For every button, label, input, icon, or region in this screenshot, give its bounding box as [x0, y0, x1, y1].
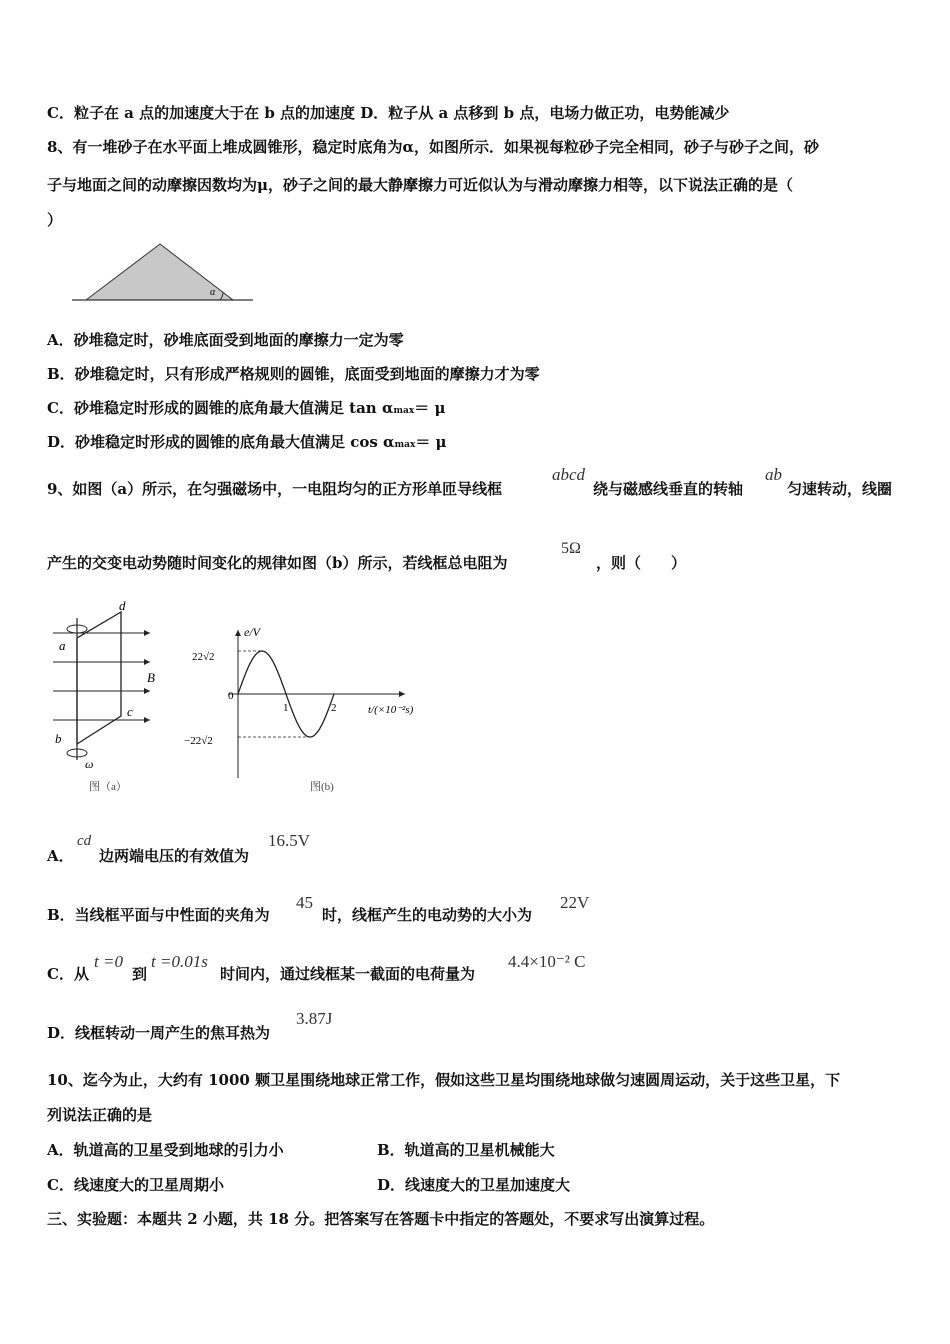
figure-a-caption: 图（a） [89, 781, 127, 793]
figure-b-caption: 图(b) [310, 781, 334, 793]
q9-option-b-angle: 45 [296, 893, 313, 912]
q10-stem-line-2: 列说法正确的是 [47, 1106, 153, 1124]
q9-stem-line-2-b: ，则（ ） [596, 554, 687, 572]
q9-option-c-t0: t =0 [94, 952, 123, 971]
magnetic-field-lines [53, 633, 150, 720]
label-a: a [59, 638, 66, 653]
section-3-heading: 三、实验题：本题共 2 小题，共 18 分。把答案写在答题卡中指定的答题处，不要求写出演算过程。 [47, 1210, 715, 1228]
q9-option-a-value: 16.5V [268, 831, 311, 850]
q8-option-c-text: C．砂堆稳定时形成的圆锥的底角最大值满足 tan α [47, 399, 394, 417]
q8-stem-line-3: ） [47, 211, 63, 229]
q8-stem-line-2: 子与地面之间的动摩擦因数均为μ，砂子之间的最大静摩擦力可近似认为与滑动摩擦力相等，以下说法正确的是（ [47, 176, 793, 194]
q9-stem-line-1-b: 绕与磁感线垂直的转轴 [593, 480, 744, 498]
q9-stem-line-1-c: 匀速转动，线圈 [787, 480, 893, 498]
q10-option-c: C．线速度大的卫星周期小 [47, 1176, 224, 1194]
q9-option-d-text: D．线框转动一周产生的焦耳热为 [47, 1024, 271, 1042]
origin-label: 0 [228, 690, 234, 702]
max-subscript: max [394, 440, 416, 450]
x-tick-1: 1 [283, 702, 289, 714]
q10-option-b: B．轨道高的卫星机械能大 [377, 1141, 555, 1159]
q9-option-c-label: C．从 [47, 965, 89, 983]
q9-option-d-value: 3.87J [296, 1009, 333, 1028]
label-B-field: B [147, 670, 155, 685]
equals-mu: ＝ μ [415, 433, 447, 451]
q9-option-a-text: 边两端电压的有效值为 [99, 847, 250, 865]
q9-option-a-label: A． [47, 847, 74, 865]
q10-option-a: A．轨道高的卫星受到地球的引力小 [47, 1141, 284, 1159]
x-axis-label: t/(×10⁻²s) [368, 704, 414, 716]
q9-stem-line-1-a: 9、如图（a）所示，在匀强磁场中，一电阻均匀的正方形单匝导线框 [47, 480, 503, 498]
resistance-value: 5Ω [561, 540, 581, 557]
q9-option-c-value: 4.4×10⁻² C [508, 952, 586, 971]
figure-b-emf-chart [180, 620, 445, 800]
axis-ab: ab [765, 465, 782, 484]
label-b: b [55, 731, 62, 746]
label-c: c [127, 704, 133, 719]
y-tick-positive: 22√2 [192, 651, 215, 663]
label-d: d [119, 598, 126, 613]
q7-option-c-d: C．粒子在 a 点的加速度大于在 b 点的加速度 D．粒子从 a 点移到 b 点，电场力做正功，电势能减少 [47, 104, 730, 122]
figure-a-rotating-frame [45, 598, 170, 798]
q9-option-c-to: 到 [132, 965, 148, 983]
q8-option-c [47, 398, 445, 421]
q9-option-b-value: 22V [560, 893, 590, 912]
q10-stem-line-1: 10、迄今为止，大约有 1000 颗卫星围绕地球正常工作，假如这些卫星均围绕地球做匀速圆周运动，关于这些卫星，下 [47, 1071, 841, 1089]
equals-mu: ＝ μ [414, 399, 446, 417]
frame-abcd: abcd [552, 465, 586, 484]
q8-option-d-text: D．砂堆稳定时形成的圆锥的底角最大值满足 cos α [47, 433, 395, 451]
label-omega: ω [85, 757, 94, 771]
max-subscript: max [393, 406, 415, 416]
q9-option-b-text-2: 时，线框产生的电动势的大小为 [322, 906, 533, 924]
x-tick-2: 2 [331, 702, 337, 714]
q10-option-d: D．线速度大的卫星加速度大 [377, 1176, 571, 1194]
q9-option-c-text: 时间内，通过线框某一截面的电荷量为 [220, 965, 476, 983]
q8-option-b: B．砂堆稳定时，只有形成严格规则的圆锥，底面受到地面的摩擦力才为零 [47, 365, 540, 383]
q9-option-a-var: cd [77, 833, 92, 849]
angle-label: α [210, 287, 216, 298]
y-tick-negative: −22√2 [184, 735, 213, 747]
q8-stem-line-1: 8、有一堆砂子在水平面上堆成圆锥形，稳定时底角为α，如图所示．如果视每粒砂子完全相同，砂子与砂子之间，砂 [47, 138, 819, 156]
q8-option-d [47, 432, 447, 455]
y-axis-label: e/V [244, 625, 260, 639]
q8-option-a: A．砂堆稳定时，砂堆底面受到地面的摩擦力一定为零 [47, 331, 404, 349]
sand-cone-figure [70, 240, 255, 305]
q9-stem-line-2-a: 产生的交变电动势随时间变化的规律如图（b）所示，若线框总电阻为 [47, 554, 508, 572]
q9-option-c-t1: t =0.01s [151, 952, 208, 971]
q9-option-b-text: B．当线框平面与中性面的夹角为 [47, 906, 270, 924]
